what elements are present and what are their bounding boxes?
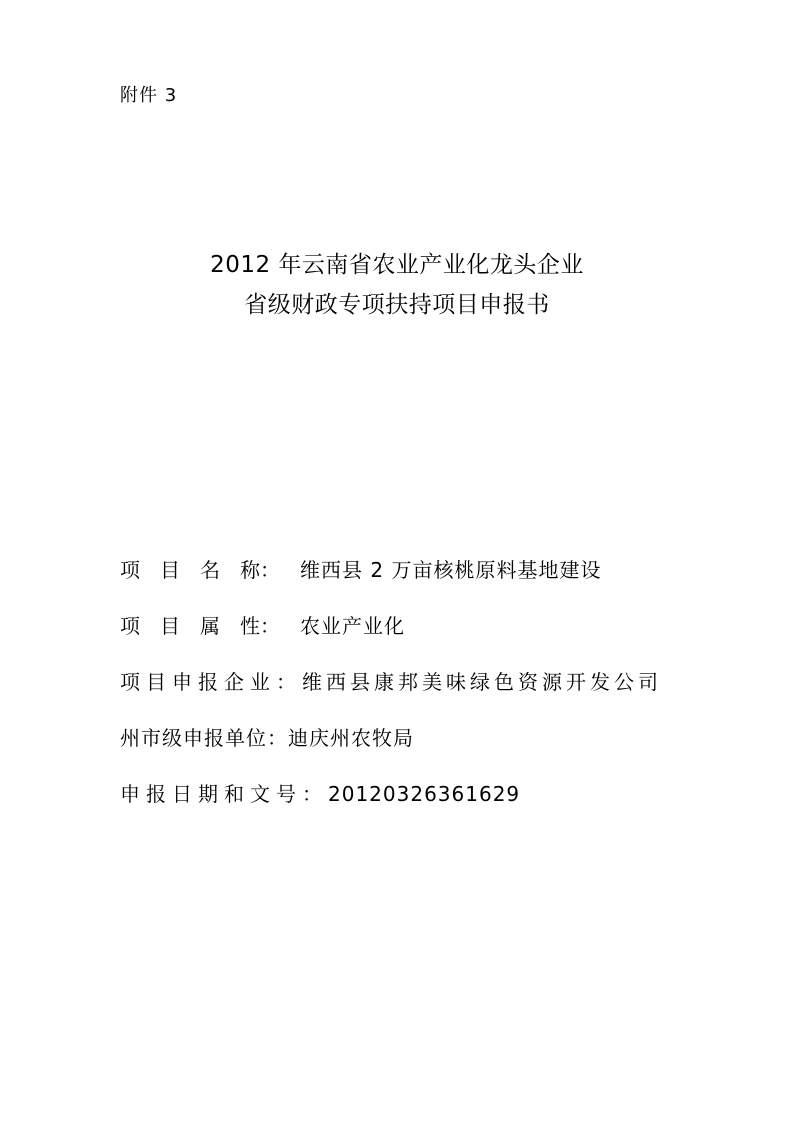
field-label: 项 目 属 性： — [120, 614, 280, 638]
field-label: 州市级申报单位： — [120, 726, 288, 750]
field-value: 农业产业化 — [300, 614, 405, 638]
field-value: 维西县康邦美味绿色资源开发公司 — [302, 670, 662, 694]
document-title-line-2: 省级财政专项扶持项目申报书 — [244, 292, 550, 318]
attachment-label: 附件 3 — [120, 85, 178, 106]
field-label: 项目申报企业： — [120, 670, 302, 694]
field-municipal-unit — [120, 725, 414, 751]
field-project-type — [120, 613, 405, 639]
field-value: 维西县 2 万亩核桃原料基地建设 — [300, 558, 602, 582]
field-date-and-number — [120, 781, 520, 807]
field-value: 20120326361629 — [328, 782, 521, 806]
field-project-name — [120, 557, 601, 583]
field-label: 申报日期和文号： — [120, 782, 328, 806]
field-applicant-company — [120, 669, 662, 695]
field-label: 项 目 名 称： — [120, 558, 280, 582]
document-title-line-1: 2012 年云南省农业产业化龙头企业 — [210, 252, 584, 278]
field-value: 迪庆州农牧局 — [288, 726, 414, 750]
